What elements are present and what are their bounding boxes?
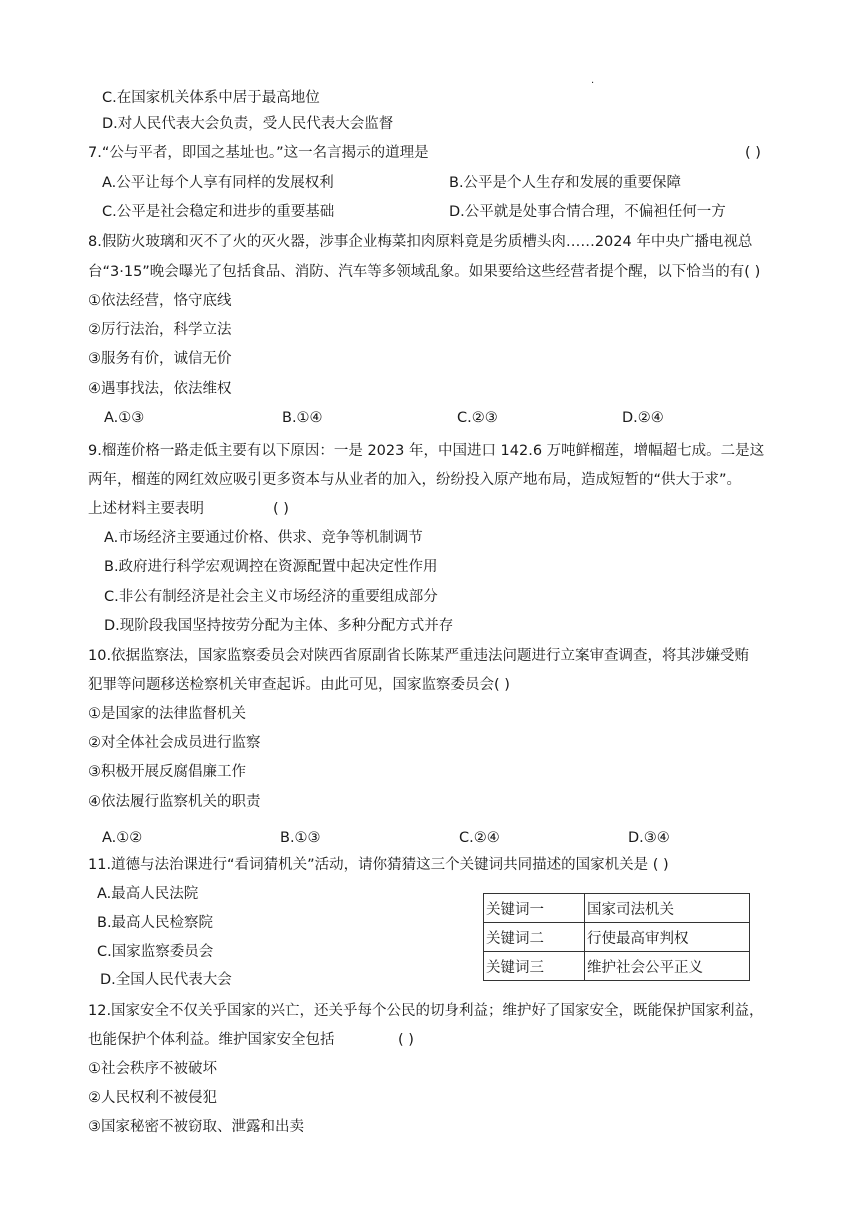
option-d: D.对人民代表大会负责，受人民代表大会监督 [102, 116, 394, 132]
option-d: D.公平就是处事合情合理，不偏袒任何一方 [449, 204, 726, 220]
option-d: D.③④ [628, 830, 670, 846]
statement-1: ①依法经营，恪守底线 [88, 293, 232, 309]
table-row [484, 923, 750, 952]
statement-4: ④遇事找法，依法维权 [88, 381, 232, 397]
statement-2: ②对全体社会成员进行监察 [88, 735, 261, 751]
option-b: B.政府进行科学宏观调控在资源配置中起决定性作用 [104, 559, 438, 575]
keyword-value: 维护社会公平正义 [585, 952, 750, 981]
question-9-stem: 上述材料主要表明 [88, 501, 204, 517]
statement-2: ②厉行法治，科学立法 [88, 322, 232, 338]
statement-3: ③积极开展反腐倡廉工作 [88, 764, 246, 780]
question-8: 8.假防火玻璃和灭不了火的灭火器，涉事企业梅菜扣肉原料竟是劣质槽头肉……2024 年中央广播电视总 [88, 234, 753, 250]
keyword-label: 关键词二 [484, 923, 585, 952]
option-c: C.非公有制经济是社会主义市场经济的重要组成部分 [104, 589, 438, 605]
keyword-value: 行使最高审判权 [585, 923, 750, 952]
option-a: A.最高人民法院 [97, 886, 199, 902]
keyword-label: 关键词三 [484, 952, 585, 981]
question-9: 9.榴莲价格一路走低主要有以下原因：一是 2023 年，中国进口 142.6 万吨鲜榴莲，增幅超七成。二是这 [88, 443, 765, 459]
statement-2: ②人民权利不被侵犯 [88, 1090, 217, 1106]
statement-3: ③服务有价，诚信无价 [88, 351, 232, 367]
question-7: 7.“公与平者，即国之基址也。”这一名言揭示的道理是 [88, 145, 429, 161]
question-8-cont: 台“3·15”晚会曝光了包括食品、消防、汽车等多领域乱象。如果要给这些经营者提个醒，以下恰当的有( ) [88, 264, 761, 280]
table-row [484, 952, 750, 981]
keyword-value: 国家司法机关 [585, 894, 750, 923]
table-row [484, 894, 750, 923]
option-a: A.市场经济主要通过价格、供求、竞争等机制调节 [104, 530, 423, 546]
question-10: 10.依据监察法，国家监察委员会对陕西省原副省长陈某严重违法问题进行立案审查调查，将其涉嫌受贿 [88, 648, 750, 664]
statement-3: ③国家秘密不被窃取、泄露和出卖 [88, 1119, 304, 1135]
option-c: C.②④ [459, 830, 500, 846]
page-mark: . [591, 75, 595, 86]
option-b: B.①③ [280, 830, 321, 846]
question-12-cont: 也能保护个体利益。维护国家安全包括 [88, 1032, 335, 1048]
answer-bracket: ( ) [398, 1032, 414, 1048]
option-c: C.在国家机关体系中居于最高地位 [102, 90, 320, 106]
option-b: B.公平是个人生存和发展的重要保障 [449, 175, 682, 191]
option-b: B.最高人民检察院 [97, 915, 214, 931]
option-d: D.全国人民代表大会 [100, 972, 232, 988]
option-d: D.②④ [622, 410, 664, 426]
question-10-cont: 犯罪等问题移送检察机关审查起诉。由此可见，国家监察委员会( ) [88, 677, 510, 693]
question-11: 11.道德与法治课进行“看词猜机关”活动，请你猜猜这三个关键词共同描述的国家机关是 ( ) [88, 857, 669, 873]
statement-4: ④依法履行监察机关的职责 [88, 794, 261, 810]
option-d: D.现阶段我国坚持按劳分配为主体、多种分配方式并存 [104, 618, 454, 634]
keyword-label: 关键词一 [484, 894, 585, 923]
answer-bracket: ( ) [273, 501, 289, 517]
statement-1: ①是国家的法律监督机关 [88, 706, 246, 722]
option-a: A.①③ [104, 410, 145, 426]
question-9-cont: 两年，榴莲的网红效应吸引更多资本与从业者的加入，纷纷投入原产地布局，造成短暂的“供大于求”。 [88, 472, 742, 488]
option-c: C.公平是社会稳定和进步的重要基础 [102, 204, 335, 220]
option-b: B.①④ [282, 410, 323, 426]
answer-bracket: ( ) [745, 145, 761, 161]
statement-1: ①社会秩序不被破坏 [88, 1061, 217, 1077]
option-c: C.国家监察委员会 [97, 944, 214, 960]
keyword-table [483, 893, 750, 981]
option-a: A.公平让每个人享有同样的发展权利 [102, 175, 334, 191]
option-c: C.②③ [457, 410, 498, 426]
option-a: A.①② [102, 830, 143, 846]
question-12: 12.国家安全不仅关乎国家的兴亡，还关乎每个公民的切身利益；维护好了国家安全，既能保护国家利益， [88, 1003, 764, 1019]
